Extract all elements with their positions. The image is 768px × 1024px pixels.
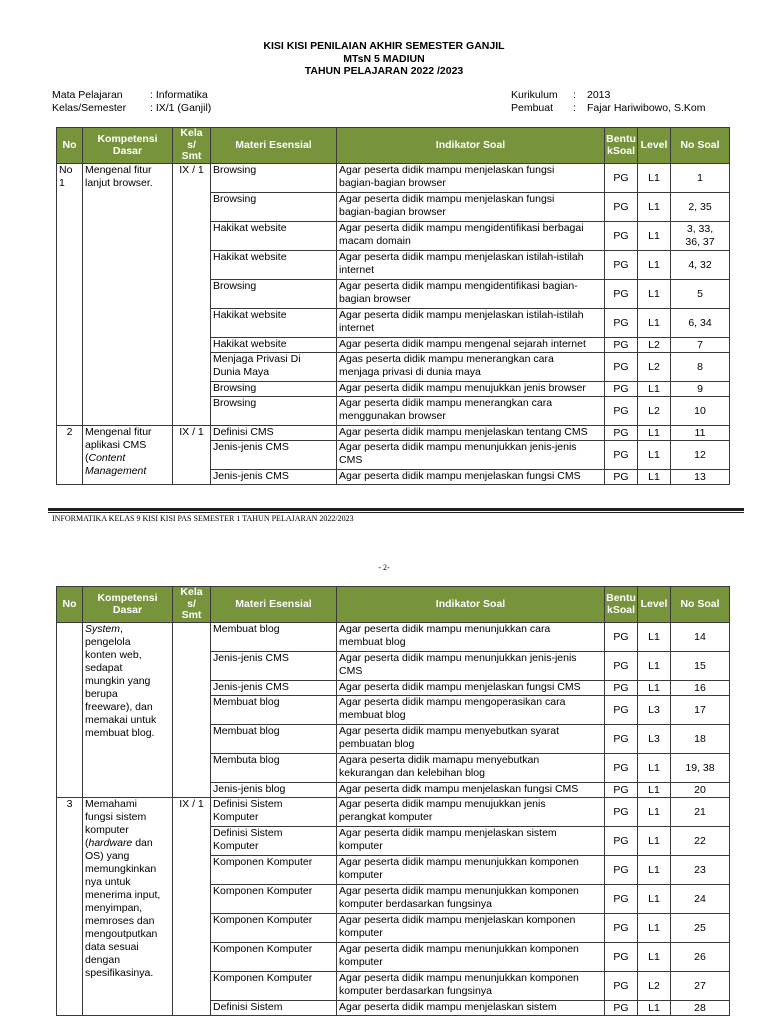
indikator-cell: Agar peserta didik mampu mengidentifikasi bagian- bagian browser xyxy=(337,280,605,309)
bentuk-cell: PG xyxy=(605,470,638,485)
indikator-cell: Agar peserta didk mampu menjelaskan fungsi CMS xyxy=(337,783,605,798)
kelas-label: Kelas/Semester xyxy=(52,101,127,114)
bentuk-cell: PG xyxy=(605,681,638,696)
col-header-nosoal: No Soal xyxy=(671,128,730,164)
materi-cell: Hakikat website xyxy=(211,309,337,338)
table-row xyxy=(57,623,730,652)
bentuk-cell: PG xyxy=(605,1001,638,1016)
col-header-no: No xyxy=(57,128,83,164)
level-cell: L1 xyxy=(638,783,671,798)
indikator-cell: Agar peserta didik mampu menunjukkan komponen komputer xyxy=(337,856,605,885)
table-row xyxy=(57,164,730,193)
materi-cell: Browsing xyxy=(211,193,337,222)
bentuk-cell: PG xyxy=(605,943,638,972)
indikator-cell: Agar peserta didik mampu menujukkan jenis browser xyxy=(337,382,605,397)
level-cell: L1 xyxy=(638,856,671,885)
bentuk-cell: PG xyxy=(605,856,638,885)
level-cell: L1 xyxy=(638,827,671,856)
level-cell: L1 xyxy=(638,470,671,485)
bentuk-cell: PG xyxy=(605,885,638,914)
materi-cell: Browsing xyxy=(211,164,337,193)
bentuk-cell: PG xyxy=(605,193,638,222)
indikator-cell: Agar peserta didik mampu menyebutkan syarat pembuatan blog xyxy=(337,725,605,754)
kd-number-cell: 3 xyxy=(57,798,83,1016)
bentuk-cell: PG xyxy=(605,914,638,943)
level-cell: L1 xyxy=(638,681,671,696)
materi-cell: Hakikat website xyxy=(211,338,337,353)
footer-divider-thin xyxy=(48,512,744,513)
kd-description-cell: Memahami fungsi sistem komputer (hardware dan OS) yang memungkinkan nya untuk menerima input, menyimpan, memroses dan mengoutputkan data sesuai dengan spesifikasinya. xyxy=(83,798,173,1016)
nosoal-cell: 3, 33, 36, 37 xyxy=(671,222,730,251)
nosoal-cell: 20 xyxy=(671,783,730,798)
level-cell: L1 xyxy=(638,309,671,338)
nosoal-cell: 8 xyxy=(671,353,730,382)
kisi-table-page-1 xyxy=(56,127,730,485)
indikator-cell: Agar peserta didik mampu menunjukkan komponen komputer berdasarkan fungsinya xyxy=(337,972,605,1001)
col-header-level: Level xyxy=(638,587,671,623)
indikator-cell: Agar peserta didik mampu menunjukkan komponen komputer xyxy=(337,943,605,972)
nosoal-cell: 9 xyxy=(671,382,730,397)
level-cell: L2 xyxy=(638,397,671,426)
level-cell: L2 xyxy=(638,338,671,353)
level-cell: L1 xyxy=(638,193,671,222)
materi-cell: Hakikat website xyxy=(211,251,337,280)
materi-cell: Jenis-jenis CMS xyxy=(211,652,337,681)
materi-cell: Komponen Komputer xyxy=(211,943,337,972)
nosoal-cell: 7 xyxy=(671,338,730,353)
level-cell: L2 xyxy=(638,353,671,382)
nosoal-cell: 25 xyxy=(671,914,730,943)
level-cell: L1 xyxy=(638,652,671,681)
nosoal-cell: 23 xyxy=(671,856,730,885)
indikator-cell: Agas peserta didik mampu menerangkan cara menjaga privasi di dunia maya xyxy=(337,353,605,382)
nosoal-cell: 16 xyxy=(671,681,730,696)
col-header-indikator: Indikator Soal xyxy=(337,128,605,164)
footer-divider xyxy=(48,508,744,511)
table-header-row xyxy=(57,128,730,164)
level-cell: L1 xyxy=(638,885,671,914)
bentuk-cell: PG xyxy=(605,338,638,353)
indikator-cell: Agara peserta didik mamapu menyebutkan kekurangan dan kelebihan blog xyxy=(337,754,605,783)
table-row xyxy=(57,426,730,441)
bentuk-cell: PG xyxy=(605,164,638,193)
materi-cell: Membuta blog xyxy=(211,754,337,783)
materi-cell: Komponen Komputer xyxy=(211,972,337,1001)
indikator-cell: Agar peserta didik mampu mengidentifikasi berbagai macam domain xyxy=(337,222,605,251)
level-cell: L1 xyxy=(638,382,671,397)
bentuk-cell: PG xyxy=(605,652,638,681)
col-header-bentuk: Bentu kSoal xyxy=(605,128,638,164)
pembuat-value: Fajar Hariwibowo, S.Kom xyxy=(587,101,706,114)
col-header-nosoal: No Soal xyxy=(671,587,730,623)
nosoal-cell: 13 xyxy=(671,470,730,485)
meta-left xyxy=(52,89,211,114)
bentuk-cell: PG xyxy=(605,382,638,397)
nosoal-cell: 17 xyxy=(671,696,730,725)
indikator-cell: Agar peserta didik mampu menjelaskan fungsi bagian-bagian browser xyxy=(337,193,605,222)
bentuk-cell: PG xyxy=(605,397,638,426)
bentuk-cell: PG xyxy=(605,725,638,754)
school-name: MTsN 5 MADIUN xyxy=(343,52,425,65)
bentuk-cell: PG xyxy=(605,251,638,280)
level-cell: L1 xyxy=(638,280,671,309)
level-cell: L1 xyxy=(638,441,671,470)
materi-cell: Membuat blog xyxy=(211,725,337,754)
kisi-table-page-2 xyxy=(56,586,730,1016)
bentuk-cell: PG xyxy=(605,754,638,783)
col-header-bentuk: Bentu kSoal xyxy=(605,587,638,623)
nosoal-cell: 15 xyxy=(671,652,730,681)
kelas-value: : IX/1 (Ganjil) xyxy=(150,101,212,114)
kurikulum-sep: : xyxy=(573,89,576,101)
kd-number-cell: No 1 xyxy=(57,164,83,426)
kelas-cell: IX / 1 xyxy=(173,426,211,485)
materi-cell: Browsing xyxy=(211,280,337,309)
indikator-cell: Agar peserta didik mampu menjelaskan sistem komputer xyxy=(337,827,605,856)
bentuk-cell: PG xyxy=(605,798,638,827)
page-footer: INFORMATIKA KELAS 9 KISI KISI PAS SEMESTER 1 TAHUN PELAJARAN 2022/2023 xyxy=(52,514,354,523)
bentuk-cell: PG xyxy=(605,309,638,338)
kelas-cell: IX / 1 xyxy=(173,798,211,1016)
materi-cell: Browsing xyxy=(211,382,337,397)
indikator-cell: Agar peserta didik mampu menjelaskan istilah-istilah internet xyxy=(337,309,605,338)
bentuk-cell: PG xyxy=(605,353,638,382)
kurikulum-value: 2013 xyxy=(587,89,611,101)
nosoal-cell: 24 xyxy=(671,885,730,914)
document-title: KISI KISI PENILAIAN AKHIR SEMESTER GANJIL xyxy=(263,40,505,52)
col-header-kd: Kompetensi Dasar xyxy=(83,587,173,623)
bentuk-cell: PG xyxy=(605,280,638,309)
nosoal-cell: 4, 32 xyxy=(671,251,730,280)
academic-year: TAHUN PELAJARAN 2022 /2023 xyxy=(304,65,464,77)
indikator-cell: Agar peserta didik mampu menunjukkan cara membuat blog xyxy=(337,623,605,652)
nosoal-cell: 10 xyxy=(671,397,730,426)
nosoal-cell: 6, 34 xyxy=(671,309,730,338)
indikator-cell: Agar peserta didik mampu mengenal sejarah internet xyxy=(337,338,605,353)
indikator-cell: Agar peserta didik mampu menjelaskan fungsi bagian-bagian browser xyxy=(337,164,605,193)
materi-cell: Hakikat website xyxy=(211,222,337,251)
indikator-cell: Agar peserta didik mampu menjelaskan tentang CMS xyxy=(337,426,605,441)
mapel-label: Mata Pelajaran xyxy=(52,89,123,101)
bentuk-cell: PG xyxy=(605,426,638,441)
materi-cell: Komponen Komputer xyxy=(211,856,337,885)
nosoal-cell: 22 xyxy=(671,827,730,856)
pembuat-label: Pembuat xyxy=(511,101,554,114)
level-cell: L3 xyxy=(638,725,671,754)
materi-cell: Komponen Komputer xyxy=(211,914,337,943)
indikator-cell: Agar peserta didik mampu menjelaskan sistem xyxy=(337,1001,605,1016)
bentuk-cell: PG xyxy=(605,441,638,470)
materi-cell: Jenis-jenis blog xyxy=(211,783,337,798)
indikator-cell: Agar peserta didik mampu menjelaskan komponen komputer xyxy=(337,914,605,943)
indikator-cell: Agar peserta didik mampu menunjukkan jenis-jenis CMS xyxy=(337,652,605,681)
materi-cell: Jenis-jenis CMS xyxy=(211,681,337,696)
bentuk-cell: PG xyxy=(605,222,638,251)
kd-description-cell: Mengenal fitur aplikasi CMS (Content Management xyxy=(83,426,173,485)
materi-cell: Membuat blog xyxy=(211,623,337,652)
materi-cell: Komponen Komputer xyxy=(211,885,337,914)
bentuk-cell: PG xyxy=(605,696,638,725)
col-header-kd: Kompetensi Dasar xyxy=(83,128,173,164)
indikator-cell: Agar peserta didik mampu menjelaskan istilah-istilah internet xyxy=(337,251,605,280)
indikator-cell: Agar peserta didik mampu menerangkan cara menggunakan browser xyxy=(337,397,605,426)
col-header-no: No xyxy=(57,587,83,623)
level-cell: L1 xyxy=(638,914,671,943)
materi-cell: Definisi Sistem Komputer xyxy=(211,827,337,856)
indikator-cell: Agar peserta didik mampu menujukkan jenis perangkat komputer xyxy=(337,798,605,827)
nosoal-cell: 26 xyxy=(671,943,730,972)
nosoal-cell: 12 xyxy=(671,441,730,470)
indikator-cell: Agar peserta didik mampu menjelaskan fungsi CMS xyxy=(337,681,605,696)
col-header-level: Level xyxy=(638,128,671,164)
meta-right xyxy=(511,89,705,114)
indikator-cell: Agar peserta didik mampu menjelaskan fungsi CMS xyxy=(337,470,605,485)
table-row xyxy=(57,798,730,827)
bentuk-cell: PG xyxy=(605,783,638,798)
nosoal-cell: 2, 35 xyxy=(671,193,730,222)
bentuk-cell: PG xyxy=(605,972,638,1001)
kd-number-cell: 2 xyxy=(57,426,83,485)
nosoal-cell: 21 xyxy=(671,798,730,827)
bentuk-cell: PG xyxy=(605,623,638,652)
level-cell: L1 xyxy=(638,426,671,441)
materi-cell: Definisi CMS xyxy=(211,426,337,441)
materi-cell: Jenis-jenis CMS xyxy=(211,441,337,470)
kurikulum-label: Kurikulum xyxy=(511,89,558,101)
table-header-row xyxy=(57,587,730,623)
level-cell: L1 xyxy=(638,164,671,193)
kd-description-cell: System, pengelola konten web, sedapat mungkin yang berupa freeware), dan memakai untuk membuat blog. xyxy=(83,623,173,798)
materi-cell: Jenis-jenis CMS xyxy=(211,470,337,485)
document-header xyxy=(0,40,768,78)
kd-number-cell xyxy=(57,623,83,798)
kelas-cell: IX / 1 xyxy=(173,164,211,426)
pembuat-sep: : xyxy=(573,101,576,114)
kd-description-cell: Mengenal fitur lanjut browser. xyxy=(83,164,173,426)
level-cell: L1 xyxy=(638,798,671,827)
level-cell: L1 xyxy=(638,1001,671,1016)
kelas-cell xyxy=(173,623,211,798)
level-cell: L1 xyxy=(638,754,671,783)
materi-cell: Definisi Sistem Komputer xyxy=(211,798,337,827)
level-cell: L1 xyxy=(638,943,671,972)
nosoal-cell: 19, 38 xyxy=(671,754,730,783)
nosoal-cell: 27 xyxy=(671,972,730,1001)
page-number: - 2- xyxy=(378,563,390,572)
indikator-cell: Agar peserta didik mampu mengoperasikan cara membuat blog xyxy=(337,696,605,725)
level-cell: L1 xyxy=(638,251,671,280)
level-cell: L1 xyxy=(638,222,671,251)
col-header-kelas: Kela s/ Smt xyxy=(173,587,211,623)
col-header-kelas: Kela s/ Smt xyxy=(173,128,211,164)
col-header-materi: Materi Esensial xyxy=(211,587,337,623)
col-header-indikator: Indikator Soal xyxy=(337,587,605,623)
materi-cell: Definisi Sistem xyxy=(211,1001,337,1016)
indikator-cell: Agar peserta didik mampu menunjukkan jenis-jenis CMS xyxy=(337,441,605,470)
materi-cell: Browsing xyxy=(211,397,337,426)
level-cell: L2 xyxy=(638,972,671,1001)
nosoal-cell: 1 xyxy=(671,164,730,193)
mapel-value: : Informatika xyxy=(150,89,208,101)
materi-cell: Menjaga Privasi Di Dunia Maya xyxy=(211,353,337,382)
level-cell: L3 xyxy=(638,696,671,725)
materi-cell: Membuat blog xyxy=(211,696,337,725)
bentuk-cell: PG xyxy=(605,827,638,856)
col-header-materi: Materi Esensial xyxy=(211,128,337,164)
nosoal-cell: 11 xyxy=(671,426,730,441)
nosoal-cell: 28 xyxy=(671,1001,730,1016)
nosoal-cell: 14 xyxy=(671,623,730,652)
nosoal-cell: 18 xyxy=(671,725,730,754)
indikator-cell: Agar peserta didik mampu menunjukkan komponen komputer berdasarkan fungsinya xyxy=(337,885,605,914)
level-cell: L1 xyxy=(638,623,671,652)
nosoal-cell: 5 xyxy=(671,280,730,309)
